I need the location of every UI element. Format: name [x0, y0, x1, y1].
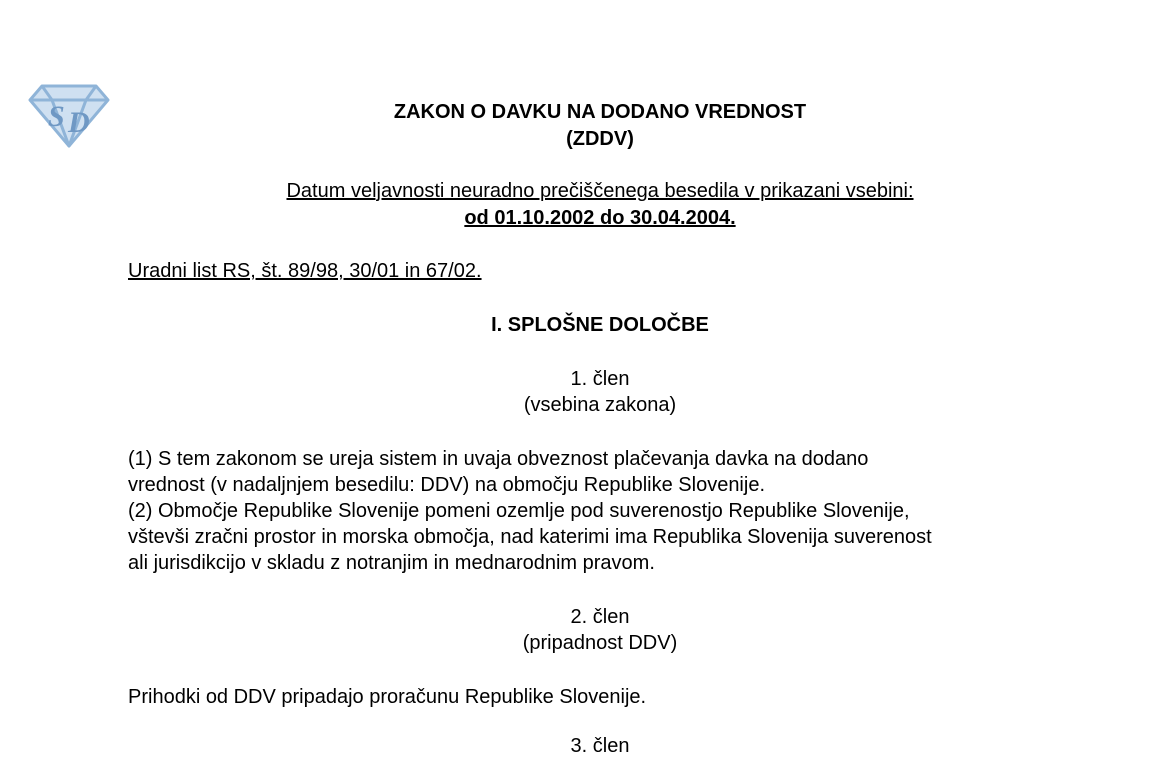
article-1-line: (1) S tem zakonom se ureja sistem in uvaja obveznost plačevanja davka na dodano [128, 448, 869, 470]
article-1-line: (2) Območje Republike Slovenije pomeni ozemlje pod suverenostjo Republike Slovenije, [128, 500, 910, 522]
svg-text:D: D [68, 106, 90, 139]
validity-label: Datum veljavnosti neuradno prečiščenega besedila v prikazani vsebini: [286, 180, 914, 202]
article-2-number: 2. člen [570, 606, 630, 628]
article-1-subject: (vsebina zakona) [523, 394, 677, 416]
svg-text:S: S [48, 100, 65, 133]
article-2-line: Prihodki od DDV pripadajo proračunu Republike Slovenije. [128, 686, 647, 708]
article-1-line: vštevši zračni prostor in morska območja, nad katerimi ima Republika Slovenija suverenost [128, 526, 932, 548]
chapter-heading: I. SPLOŠNE DOLOČBE [491, 314, 709, 336]
document-title: ZAKON O DAVKU NA DODANO VREDNOST [393, 101, 807, 123]
article-2-subject: (pripadnost DDV) [522, 632, 678, 654]
document-abbreviation: (ZDDV) [566, 128, 634, 150]
article-1-line: ali jurisdikcijo v skladu z notranjim in mednarodnim pravom. [128, 552, 655, 574]
article-1-number: 1. člen [570, 368, 630, 390]
article-3-number: 3. člen [570, 735, 630, 757]
validity-range: od 01.10.2002 do 30.04.2004. [464, 207, 736, 229]
article-1-line: vrednost (v nadaljnjem besedilu: DDV) na območju Republike Slovenije. [128, 474, 766, 496]
gazette-reference: Uradni list RS, št. 89/98, 30/01 in 67/02. [128, 260, 482, 282]
